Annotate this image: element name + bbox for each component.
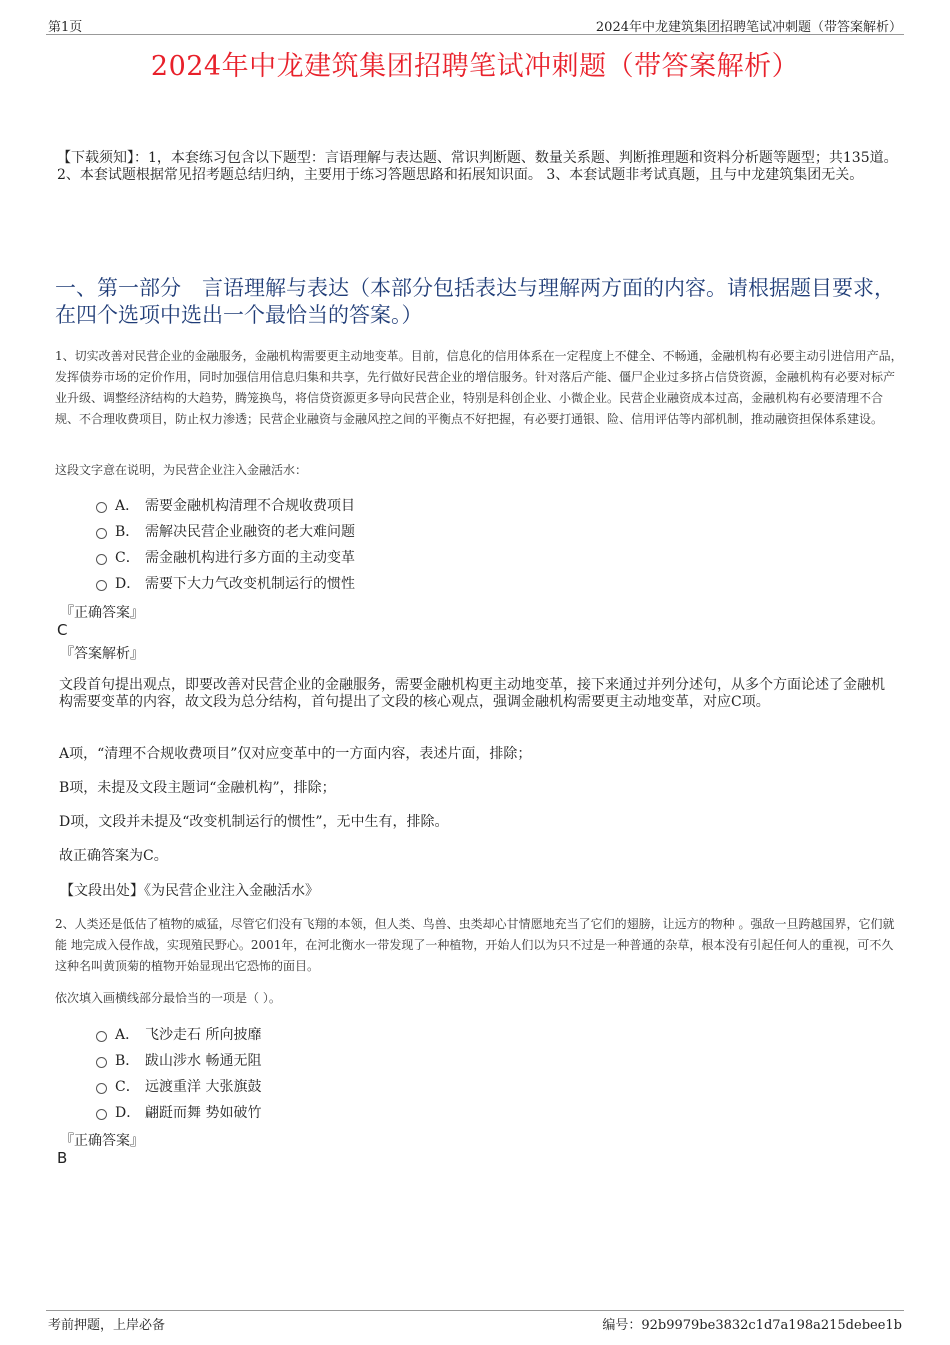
option-b[interactable]: B． 跋山涉水 畅通无阻 [96,1047,261,1073]
analysis-option-b: B项，未提及文段主题词“金融机构”，排除； [59,780,336,796]
analysis-conclusion: 故正确答案为C。 [59,848,168,864]
radio-icon[interactable] [96,502,107,513]
answer-label: 『正确答案』 [60,1133,144,1149]
radio-icon[interactable] [96,1109,107,1120]
radio-icon[interactable] [96,1031,107,1042]
document-id: 编号：92b9979be3832c1d7a198a215debee1b [602,1318,902,1333]
option-c[interactable]: C． 远渡重洋 大张旗鼓 [96,1073,261,1099]
question-2-prompt: 依次填入画横线部分最恰当的一项是（ ）。 [55,991,281,1005]
section-title: 一、第一部分 言语理解与表达（本部分包括表达与理解两方面的内容。请根据题目要求，在四个选项中选出一个最恰当的答案。） [55,276,895,327]
document-title: 2024年中龙建筑集团招聘笔试冲刺题（带答案解析） [150,51,800,82]
analysis-option-d: D项，文段并未提及“改变机制运行的惯性”，无中生有，排除。 [59,814,449,830]
page-header [46,14,904,35]
option-b[interactable]: B． 需解决民营企业融资的老大难问题 [96,518,355,544]
option-c[interactable]: C． 需金融机构进行多方面的主动变革 [96,544,355,570]
question-1-stem: 1、切实改善对民营企业的金融服务，金融机构需要更主动地变革。目前，信息化的信用体系在一定程度上不健全、不畅通，金融机构有必要主动引进信用产品，发挥债券市场的定价作用，同时加强信用信息归集和共享，先行做好民营企业的增信服务。针对落后产能、僵尸企业过多挤占信贷资源，金融机构有必要对标产业升级、调整经济结构的大趋势，腾笼换鸟，将信贷资源更多导向民营企业，特别是科创企业、小微企业。民营企业融资成本过高，金融机构有必要清理不合规、不合理收费项目，防止权力渗透；民营企业融资与金融风控之间的平衡点不好把握，有必要打通银、险、信用评估等内部机制，推动融资担保体系建设。 [55,349,903,426]
radio-icon[interactable] [96,554,107,565]
option-d[interactable]: D． 需要下大力气改变机制运行的惯性 [96,570,355,596]
page-number: 第1页 [48,20,83,35]
footer-slogan: 考前押题，上岸必备 [48,1318,166,1333]
analysis-option-a: A项，“清理不合规收费项目”仅对应变革中的一方面内容，表述片面，排除； [59,746,532,762]
radio-icon[interactable] [96,580,107,591]
question-1-prompt: 这段文字意在说明，为民营企业注入金融活水： [55,463,308,477]
passage-source: 【文段出处】《为民营企业注入金融活水》 [60,883,319,899]
option-a[interactable]: A． 需要金融机构清理不合规收费项目 [96,492,355,518]
option-d[interactable]: D． 翩跹而舞 势如破竹 [96,1099,261,1125]
analysis-paragraph: 文段首句提出观点，即要改善对民营企业的金融服务，需要金融机构更主动地变革，接下来通过并列分述句，从多个方面论述了金融机构需要变革的内容，故文段为总分结构，首句提出了文段的核心观点，强调金融机构需要更主动地变革，对应C项。 [59,677,885,710]
option-a[interactable]: A． 飞沙走石 所向披靡 [96,1021,261,1047]
question-2-stem: 2、人类还是低估了植物的威猛，尽管它们没有飞翔的本领，但人类、鸟兽、虫类却心甘情愿地充当了它们的翅膀，让远方的物种 。强敌一旦跨越国界，它们就能 地完成入侵作战，实现殖民野心。2001年，在河北衡水一带发现了一种植物，开始人们以为只不过是一种普通的杂草，根本没有引起任何人的重视，可不久这种名叫黄顶菊的植物开始显现出它恐怖的面目。 [55,917,895,973]
radio-icon[interactable] [96,528,107,539]
radio-icon[interactable] [96,1057,107,1068]
header-doc-title: 2024年中龙建筑集团招聘笔试冲刺题（带答案解析） [595,20,902,35]
question-1-options [96,492,355,596]
correct-answer: C [57,621,68,639]
answer-label: 『正确答案』 [60,605,144,621]
page-footer [46,1310,904,1333]
correct-answer: B [57,1149,68,1167]
radio-icon[interactable] [96,1083,107,1094]
question-2-options [96,1021,261,1125]
analysis-label: 『答案解析』 [60,646,144,662]
download-notice: 【下载须知】：1，本套练习包含以下题型：言语理解与表达题、常识判断题、数量关系题、判断推理题和资料分析题等题型；共135道。 2、本套试题根据常见招考题总结归纳，主要用于练习答题思路和拓展知识面。 3、本套试题非考试真题，且与中龙建筑集团无关。 [57,150,898,183]
